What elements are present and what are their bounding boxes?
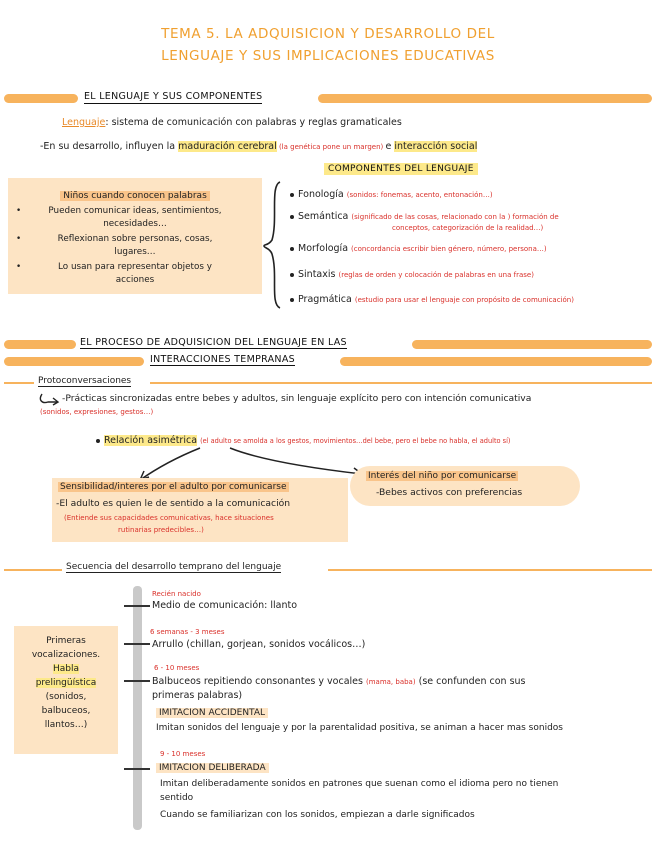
interes-text: -Bebes activos con preferencias [376, 487, 523, 498]
stage4-imitacion: IMITACION DELIBERADA [156, 763, 269, 773]
heading-bar-right [318, 94, 652, 103]
sensibilidad-text: -El adulto es quien le de sentido a la comunicación [56, 498, 291, 509]
influence-and: e [385, 141, 395, 152]
heading2b-bar-right [340, 357, 652, 366]
influence-term-interaccion: interacción social [394, 141, 478, 152]
relacion-note: (el adulto se amolda a los gestos, movimientos…del bebe, pero el bebe no habla, el adulto sí) [200, 437, 511, 445]
influence-note: (la genética pone un margen) [276, 143, 386, 151]
timeline-bar [133, 586, 142, 830]
relacion-line [96, 435, 511, 446]
heading2b-bar-left [4, 357, 144, 366]
influence-term-maduracion: maduración cerebral [178, 141, 277, 152]
stage3-text: Balbuceos repitiendo consonantes y vocales (mama, baba) (se confunden con sus [152, 676, 526, 687]
components-heading: COMPONENTES DEL LENGUAJE [324, 163, 478, 175]
sensibilidad-note2: rutinarias predecibles…) [118, 526, 204, 534]
section-heading-proceso-l2: INTERACCIONES TEMPRANAS [150, 354, 295, 365]
secuencia-line-right [328, 569, 652, 571]
sensibilidad-note1: (Entiende sus capacidades comunicativas, hace situaciones [64, 514, 274, 522]
curved-arrow-icon [38, 392, 60, 406]
stage3-text-c: primeras palabras) [152, 690, 243, 701]
secuencia-line-left [4, 569, 62, 571]
stage4-label: 9 - 10 meses [160, 750, 206, 758]
component-semantica-note2: conceptos, categorización de la realidad…) [392, 224, 544, 232]
component-morfologia: Morfología (concordancia escribir bien género, número, persona…) [290, 243, 547, 254]
definition-term: Lenguaje [62, 117, 106, 128]
stage2-text: Arrullo (chillan, gorjean, sonidos vocálicos…) [152, 639, 366, 650]
heading2-bar-right [412, 340, 652, 349]
stage3-label: 6 - 10 meses [154, 664, 200, 672]
brace-icon [262, 180, 286, 310]
stage4-text3: Cuando se familiarizan con los sonidos, empiezan a darle significados [160, 810, 475, 820]
section-heading-proceso-l1: EL PROCESO DE ADQUISICION DEL LENGUAJE EN LAS [80, 337, 347, 348]
page-title-line2: LENGUAJE Y SUS IMPLICACIONES EDUCATIVAS [161, 48, 495, 64]
timeline-tick-4 [124, 768, 150, 770]
heading2-bar-left [4, 340, 76, 349]
stage1-label: Recién nacido [152, 590, 201, 598]
component-semantica: Semántica (significado de las cosas, relacionado con la ) formación de [290, 211, 559, 222]
timeline-tick-1 [124, 605, 150, 607]
stage3-imitacion-text: Imitan sonidos del lenguaje y por la parentalidad positiva, se animan a hacer mas sonidos [156, 723, 563, 733]
timeline-tick-2 [124, 643, 150, 645]
relacion-term: Relación asimétrica [104, 435, 198, 446]
section-heading-components: EL LENGUAJE Y SUS COMPONENTES [84, 91, 263, 102]
interes-heading: Interés del niño por comunicarse [368, 471, 517, 481]
component-sintaxis: Sintaxis (reglas de orden y colocación de palabras en una frase) [290, 269, 534, 280]
protoconversaciones-label: Protoconversaciones [38, 376, 132, 386]
kids-item-3: • Lo usan para representar objetos y acciones [16, 262, 212, 285]
component-pragmatica: Pragmática (estudio para usar el lenguaje con propósito de comunicación) [290, 294, 574, 305]
kids-box-heading: Niños cuando conocen palabras [60, 191, 210, 201]
stage4-text2: sentido [160, 793, 194, 803]
influence-prefix: -En su desarrollo, influyen la [40, 141, 179, 152]
influence-line [40, 141, 477, 152]
definition-line [62, 117, 402, 128]
heading-bar-left [4, 94, 78, 103]
stage2-label: 6 semanas - 3 meses [150, 628, 225, 636]
kids-item-1: • Pueden comunicar ideas, sentimientos, necesidades… [16, 206, 222, 229]
stage3-imitacion: IMITACION ACCIDENTAL [156, 708, 268, 718]
proto-line-left [4, 382, 34, 384]
definition-text: : sistema de comunicación con palabras y reglas gramaticales [105, 117, 402, 128]
page-title-line1: TEMA 5. LA ADQUISICION Y DESARROLLO DEL [161, 26, 495, 42]
practicas-note: (sonidos, expresiones, gestos…) [40, 408, 154, 416]
kids-box [8, 178, 262, 294]
vocalizaciones-box: Primeras vocalizaciones. Habla prelingüística (sonidos, balbuceos, llantos…) [14, 626, 118, 754]
stage4-text1: Imitan deliberadamente sonidos en patrones que suenan como el idioma pero no tienen [160, 779, 559, 789]
sensibilidad-heading: Sensibilidad/interes por el adulto por comunicarse [60, 482, 287, 492]
proto-line-right [150, 382, 652, 384]
kids-box-list [8, 205, 262, 287]
component-fonologia: Fonología (sonidos: fonemas, acento, entonación…) [290, 189, 493, 200]
secuencia-heading: Secuencia del desarrollo temprano del lenguaje [66, 562, 282, 572]
timeline-tick-3 [124, 680, 150, 682]
practicas-text: -Prácticas sincronizadas entre bebes y adultos, sin lenguaje explícito pero con intención comunicativa [62, 393, 532, 404]
kids-item-2: • Reflexionan sobre personas, cosas, lugares… [16, 234, 213, 257]
stage1-text: Medio de comunicación: llanto [152, 600, 298, 611]
